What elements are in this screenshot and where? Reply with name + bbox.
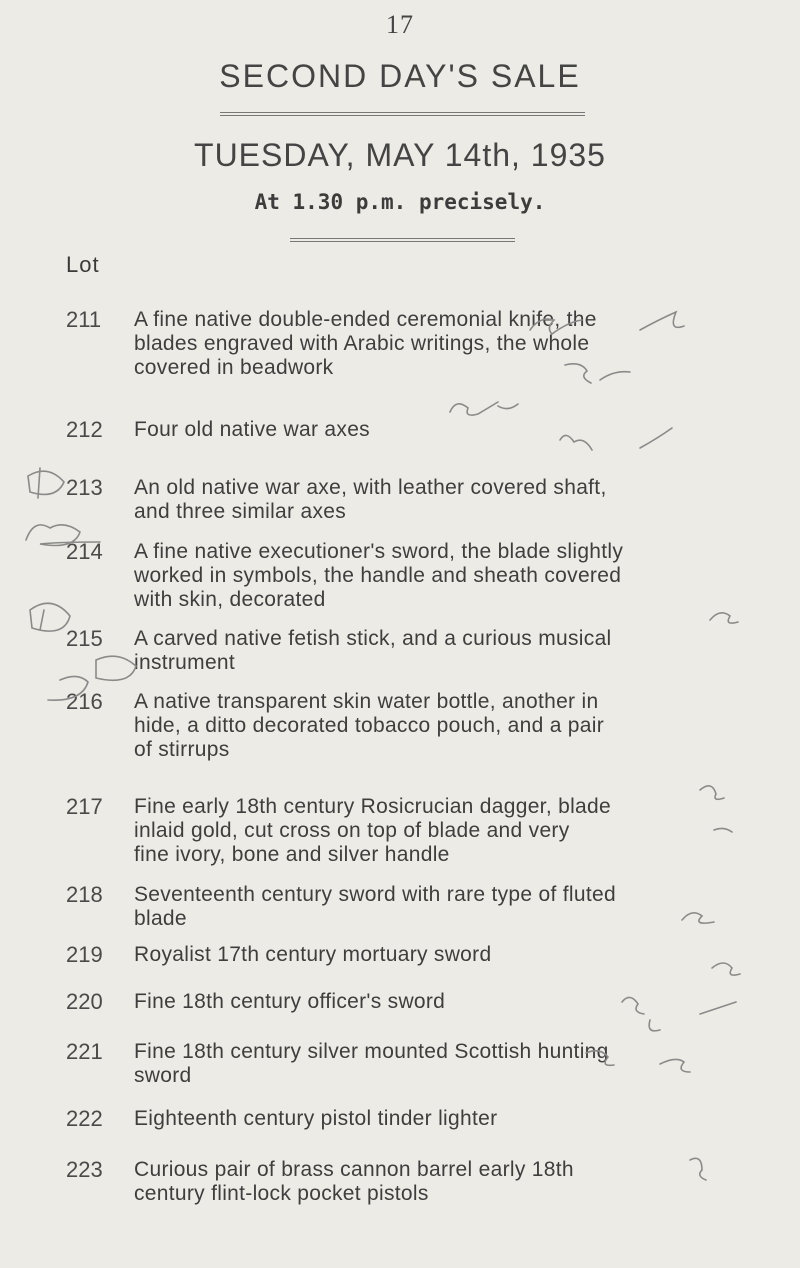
lot-description xyxy=(134,540,694,612)
sale-time: At 1.30 p.m. precisely. xyxy=(254,190,546,214)
lot-description xyxy=(134,1158,694,1206)
lot-description-line: Seventeenth century sword with rare type of fluted xyxy=(134,883,616,906)
lot-number: 222 xyxy=(66,1106,103,1131)
lot-number: 223 xyxy=(66,1157,103,1182)
lot-description xyxy=(134,476,694,524)
lot-description-line: instrument xyxy=(134,651,236,674)
lot-description xyxy=(134,308,694,380)
lot-description-line: sword xyxy=(134,1064,192,1087)
lot-description xyxy=(134,627,694,675)
lot-description xyxy=(134,1040,694,1088)
lot-column-header: Lot xyxy=(66,252,100,277)
sale-title: SECOND DAY'S SALE xyxy=(219,58,581,94)
lot-number: 218 xyxy=(66,882,103,907)
lot-description-line: Eighteenth century pistol tinder lighter xyxy=(134,1107,498,1130)
lot-number: 217 xyxy=(66,794,103,819)
lot-number: 214 xyxy=(66,539,103,564)
lot-number: 212 xyxy=(66,417,103,442)
lot-description-line: inlaid gold, cut cross on top of blade and very xyxy=(134,819,570,842)
lot-description-line: blade xyxy=(134,907,187,930)
lot-number: 220 xyxy=(66,989,103,1014)
title-divider xyxy=(220,112,585,116)
sale-date: TUESDAY, MAY 14th, 1935 xyxy=(194,137,606,173)
lot-description xyxy=(134,418,694,442)
lot-number: 211 xyxy=(66,307,102,332)
lot-number: 216 xyxy=(66,689,103,714)
lot-description-line: Royalist 17th century mortuary sword xyxy=(134,943,492,966)
lot-description-line: Curious pair of brass cannon barrel early 18th xyxy=(134,1158,574,1181)
lot-description-line: A fine native double-ended ceremonial knife, the xyxy=(134,308,597,331)
lot-number: 221 xyxy=(66,1039,103,1064)
lot-number: 219 xyxy=(66,942,103,967)
lot-description xyxy=(134,690,694,762)
lot-description-line: Fine early 18th century Rosicrucian dagger, blade xyxy=(134,795,611,818)
lot-description xyxy=(134,990,694,1014)
lot-description-line: Four old native war axes xyxy=(134,418,370,441)
lot-description-line: A native transparent skin water bottle, another in xyxy=(134,690,599,713)
lot-description-line: A fine native executioner's sword, the blade slightly xyxy=(134,540,624,563)
lot-description-line: blades engraved with Arabic writings, the whole xyxy=(134,332,590,355)
lot-description-line: with skin, decorated xyxy=(134,588,326,611)
lot-number: 215 xyxy=(66,626,103,651)
lot-description-line: of stirrups xyxy=(134,738,230,761)
lot-description-line: fine ivory, bone and silver handle xyxy=(134,843,450,866)
lot-description xyxy=(134,795,694,867)
page-number: 17 xyxy=(386,10,414,39)
lot-description-line: A carved native fetish stick, and a curious musical xyxy=(134,627,612,650)
time-divider xyxy=(290,238,515,242)
lot-description-line: hide, a ditto decorated tobacco pouch, and a pair xyxy=(134,714,605,737)
lot-description-line: Fine 18th century officer's sword xyxy=(134,990,446,1013)
lot-description-line: and three similar axes xyxy=(134,500,347,523)
lot-description xyxy=(134,883,694,931)
lot-description-line: covered in beadwork xyxy=(134,356,334,379)
lot-description-line: Fine 18th century silver mounted Scottish hunting xyxy=(134,1040,609,1063)
lot-description xyxy=(134,1107,694,1131)
lot-description xyxy=(134,943,694,967)
lot-description-line: An old native war axe, with leather covered shaft, xyxy=(134,476,607,499)
lot-description-line: worked in symbols, the handle and sheath covered xyxy=(134,564,622,587)
lot-description-line: century flint-lock pocket pistols xyxy=(134,1182,429,1205)
lot-number: 213 xyxy=(66,475,103,500)
